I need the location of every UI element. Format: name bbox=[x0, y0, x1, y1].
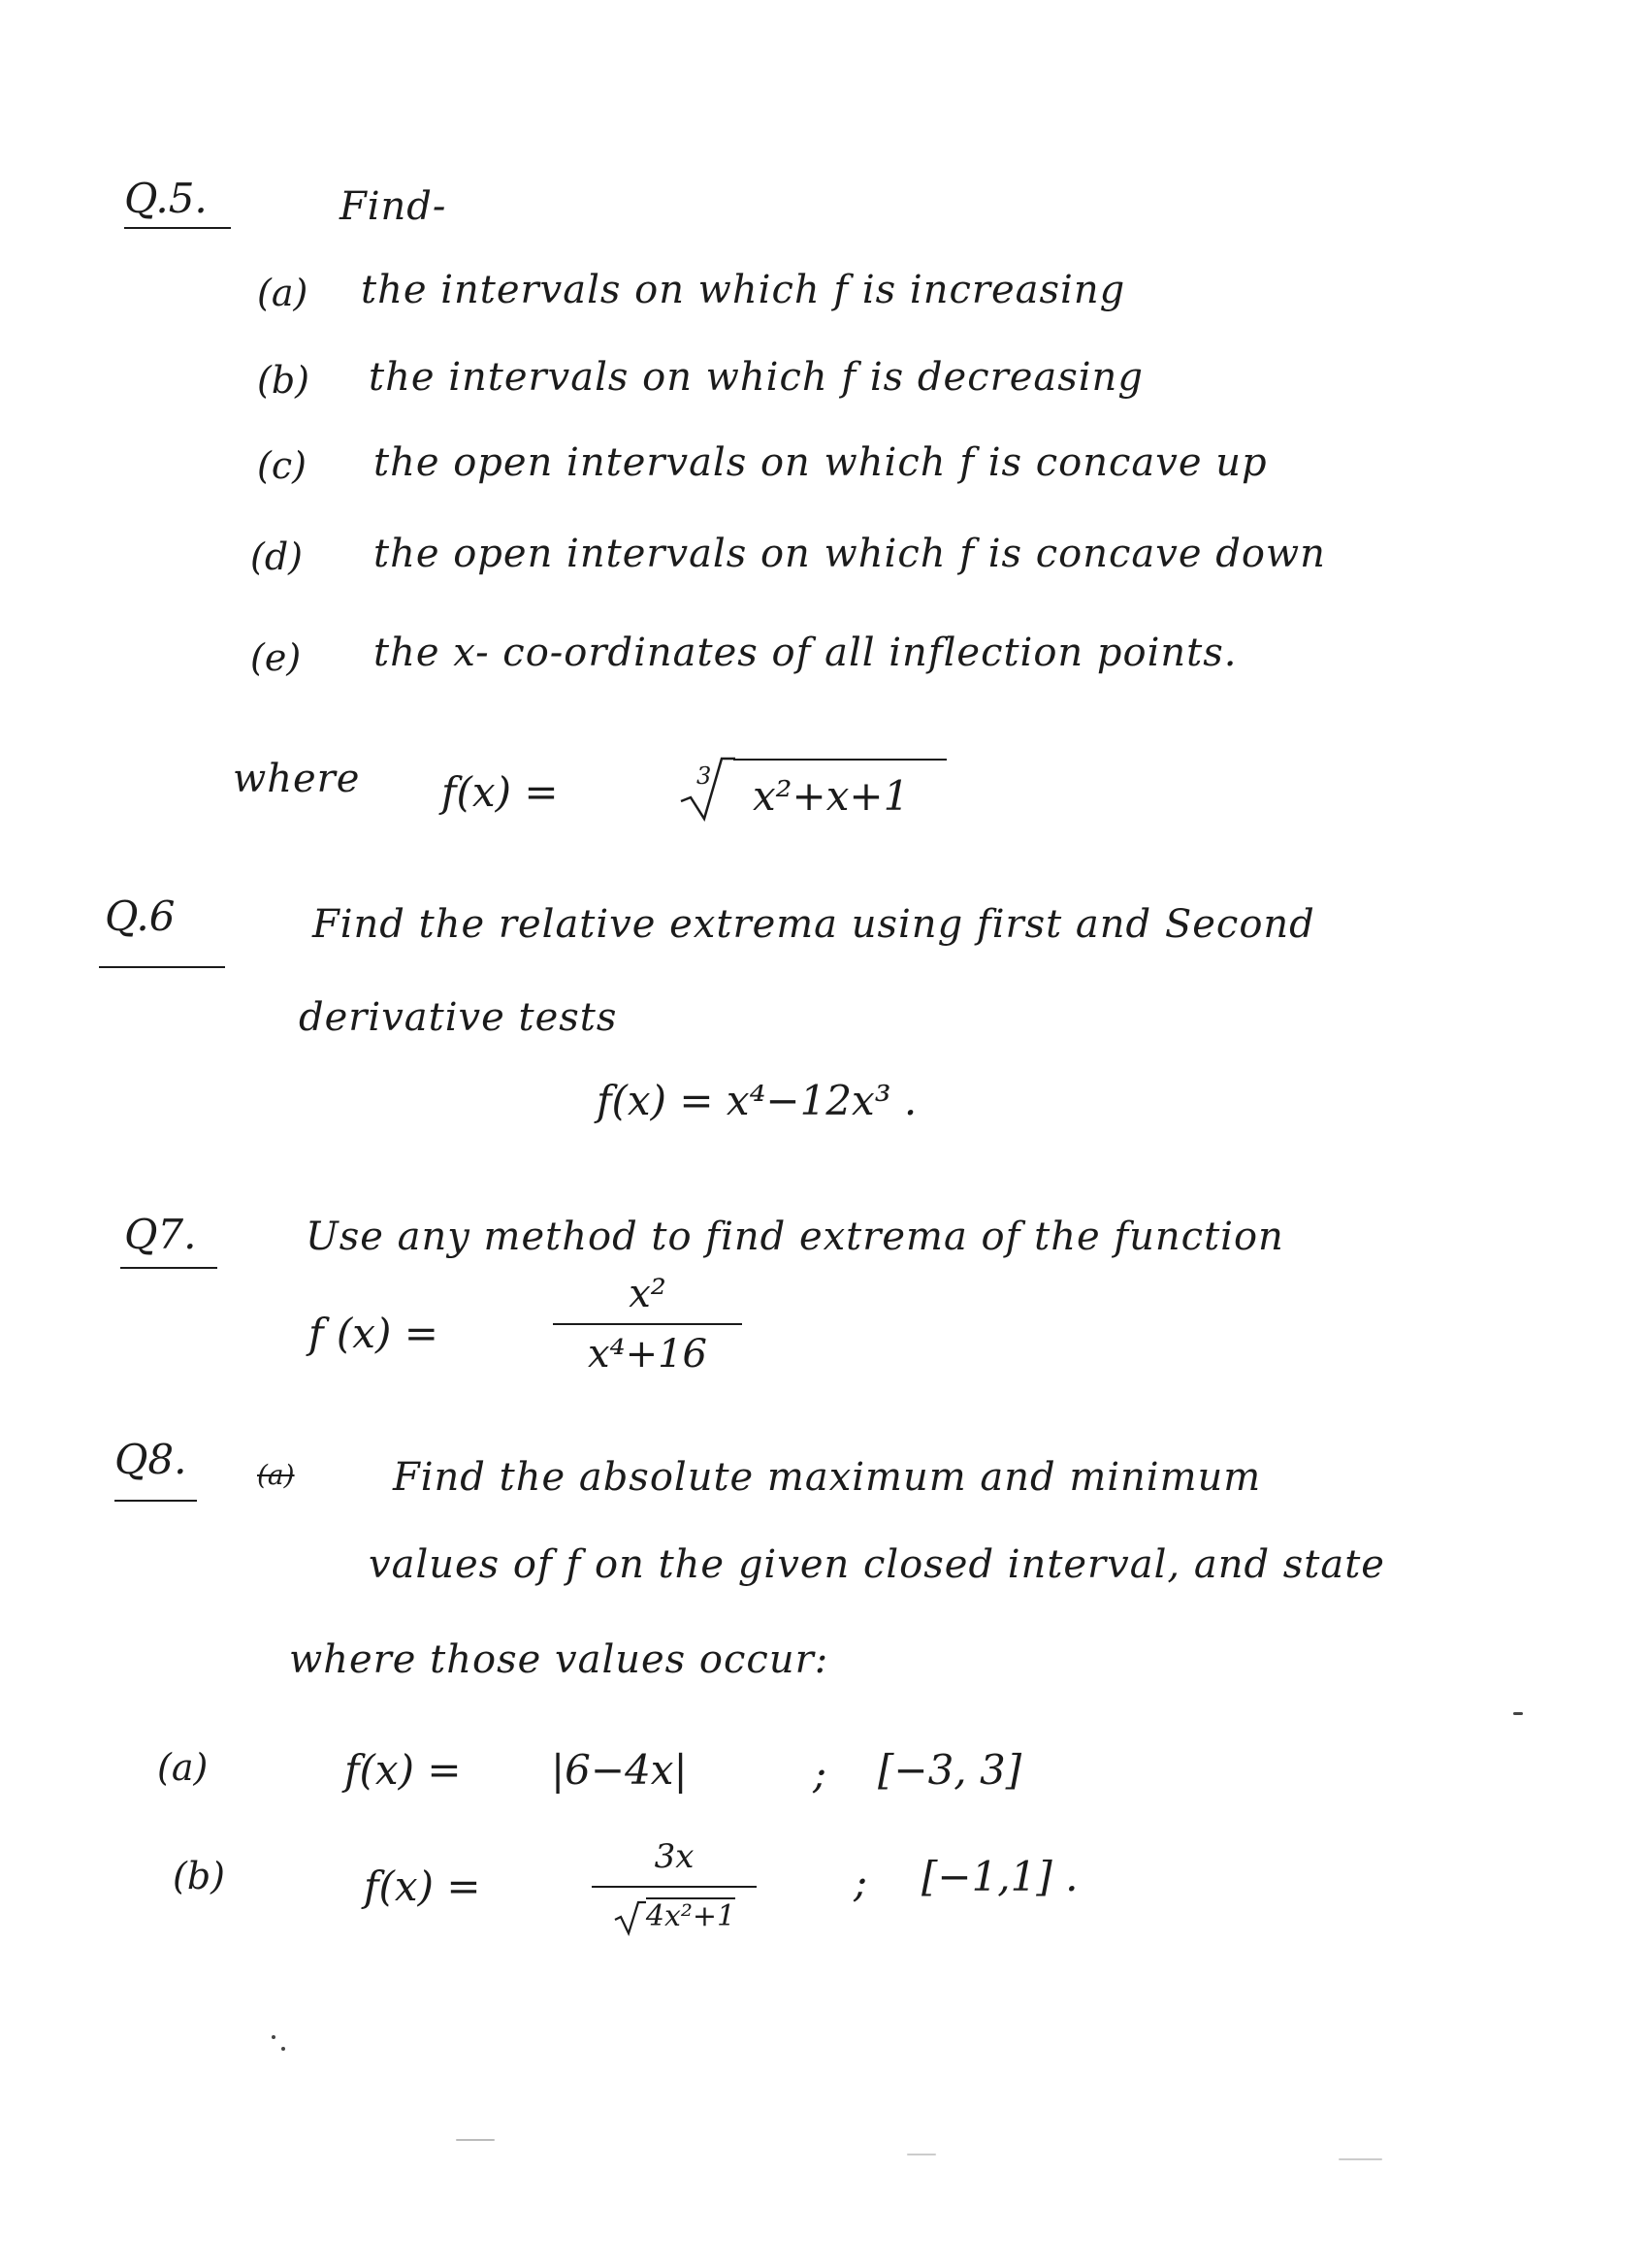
q6-text-line1: Find the relative extrema using first and Second bbox=[312, 902, 1315, 947]
scan-speck bbox=[1513, 1712, 1523, 1715]
q7-underline bbox=[120, 1267, 217, 1269]
q5-item-e-label: (e) bbox=[250, 636, 302, 679]
q8-part-a-label: (a) bbox=[157, 1746, 209, 1789]
q5-function-lhs: f(x) = bbox=[441, 768, 559, 816]
q5-item-b-label: (b) bbox=[257, 359, 309, 402]
q8-label: Q8. bbox=[114, 1436, 187, 1483]
q8-part-a-expr: |6−4x| bbox=[551, 1746, 688, 1794]
q7-denominator: x⁴+16 bbox=[587, 1332, 707, 1377]
q8-part-b-separator: ; bbox=[854, 1859, 868, 1906]
q5-item-a-text: the intervals on which f is increasing bbox=[361, 268, 1126, 312]
q6-text-line2: derivative tests bbox=[299, 995, 618, 1040]
scan-speck bbox=[907, 2154, 936, 2155]
q8-part-a-lhs: f(x) = bbox=[344, 1746, 462, 1794]
scan-speck bbox=[281, 2047, 285, 2051]
q8-underline bbox=[114, 1500, 197, 1502]
q6-label: Q.6 bbox=[105, 892, 176, 940]
q7-function-lhs: f (x) = bbox=[308, 1310, 438, 1357]
scan-speck bbox=[1339, 2158, 1382, 2160]
q6-equation: f(x) = x⁴−12x³ . bbox=[597, 1077, 918, 1124]
q8-part-b-fraction-bar bbox=[592, 1886, 757, 1888]
square-root-sign bbox=[613, 1898, 646, 1937]
q8-part-b-lhs: f(x) = bbox=[364, 1863, 481, 1910]
q6-underline bbox=[99, 966, 225, 968]
q8-struck-label: (a) bbox=[257, 1459, 295, 1491]
q7-fraction bbox=[553, 1271, 742, 1377]
q8-part-b-radicand: 4x²+1 bbox=[645, 1899, 736, 1933]
radical-vinculum bbox=[733, 759, 947, 761]
q5-radicand: x²+x+1 bbox=[753, 772, 910, 820]
q5-underline bbox=[124, 227, 231, 229]
q8-part-b-label: (b) bbox=[173, 1855, 225, 1897]
q5-where: where bbox=[233, 757, 361, 801]
q5-item-a-label: (a) bbox=[257, 272, 308, 314]
q8-part-b-denominator bbox=[592, 1894, 757, 1940]
q5-item-d-text: the open intervals on which f is concave down bbox=[373, 532, 1326, 576]
q5-item-e-text: the x- co-ordinates of all inflection points. bbox=[373, 631, 1238, 675]
q5-heading: Find- bbox=[340, 184, 447, 229]
q5-item-b-text: the intervals on which f is decreasing bbox=[369, 355, 1144, 400]
q8-part-b-numerator: 3x bbox=[654, 1837, 695, 1876]
q7-text: Use any method to find extrema of the function bbox=[306, 1215, 1284, 1259]
q5-item-c-text: the open intervals on which f is concave up bbox=[373, 440, 1268, 485]
q8-part-a-separator: ; bbox=[813, 1750, 827, 1798]
q7-label: Q7. bbox=[124, 1211, 197, 1258]
q8-text-line1: Find the absolute maximum and minimum bbox=[393, 1455, 1262, 1500]
q5-item-c-label: (c) bbox=[257, 444, 307, 487]
scan-speck bbox=[272, 2035, 275, 2039]
scan-speck bbox=[456, 2139, 495, 2141]
q8-text-line3: where those values occur: bbox=[289, 1637, 829, 1682]
q8-text-line2: values of f on the given closed interval, and state bbox=[369, 1542, 1385, 1587]
q7-numerator: x² bbox=[629, 1272, 666, 1316]
q8-part-b-fraction bbox=[592, 1833, 757, 1940]
q5-label: Q.5. bbox=[124, 175, 208, 222]
q5-item-d-label: (d) bbox=[250, 535, 303, 578]
q8-part-b-interval: [−1,1] . bbox=[922, 1853, 1079, 1900]
q8-part-a-interval: [−3, 3] bbox=[878, 1746, 1022, 1794]
q7-fraction-bar bbox=[553, 1323, 742, 1325]
root-index: 3 bbox=[696, 762, 712, 790]
